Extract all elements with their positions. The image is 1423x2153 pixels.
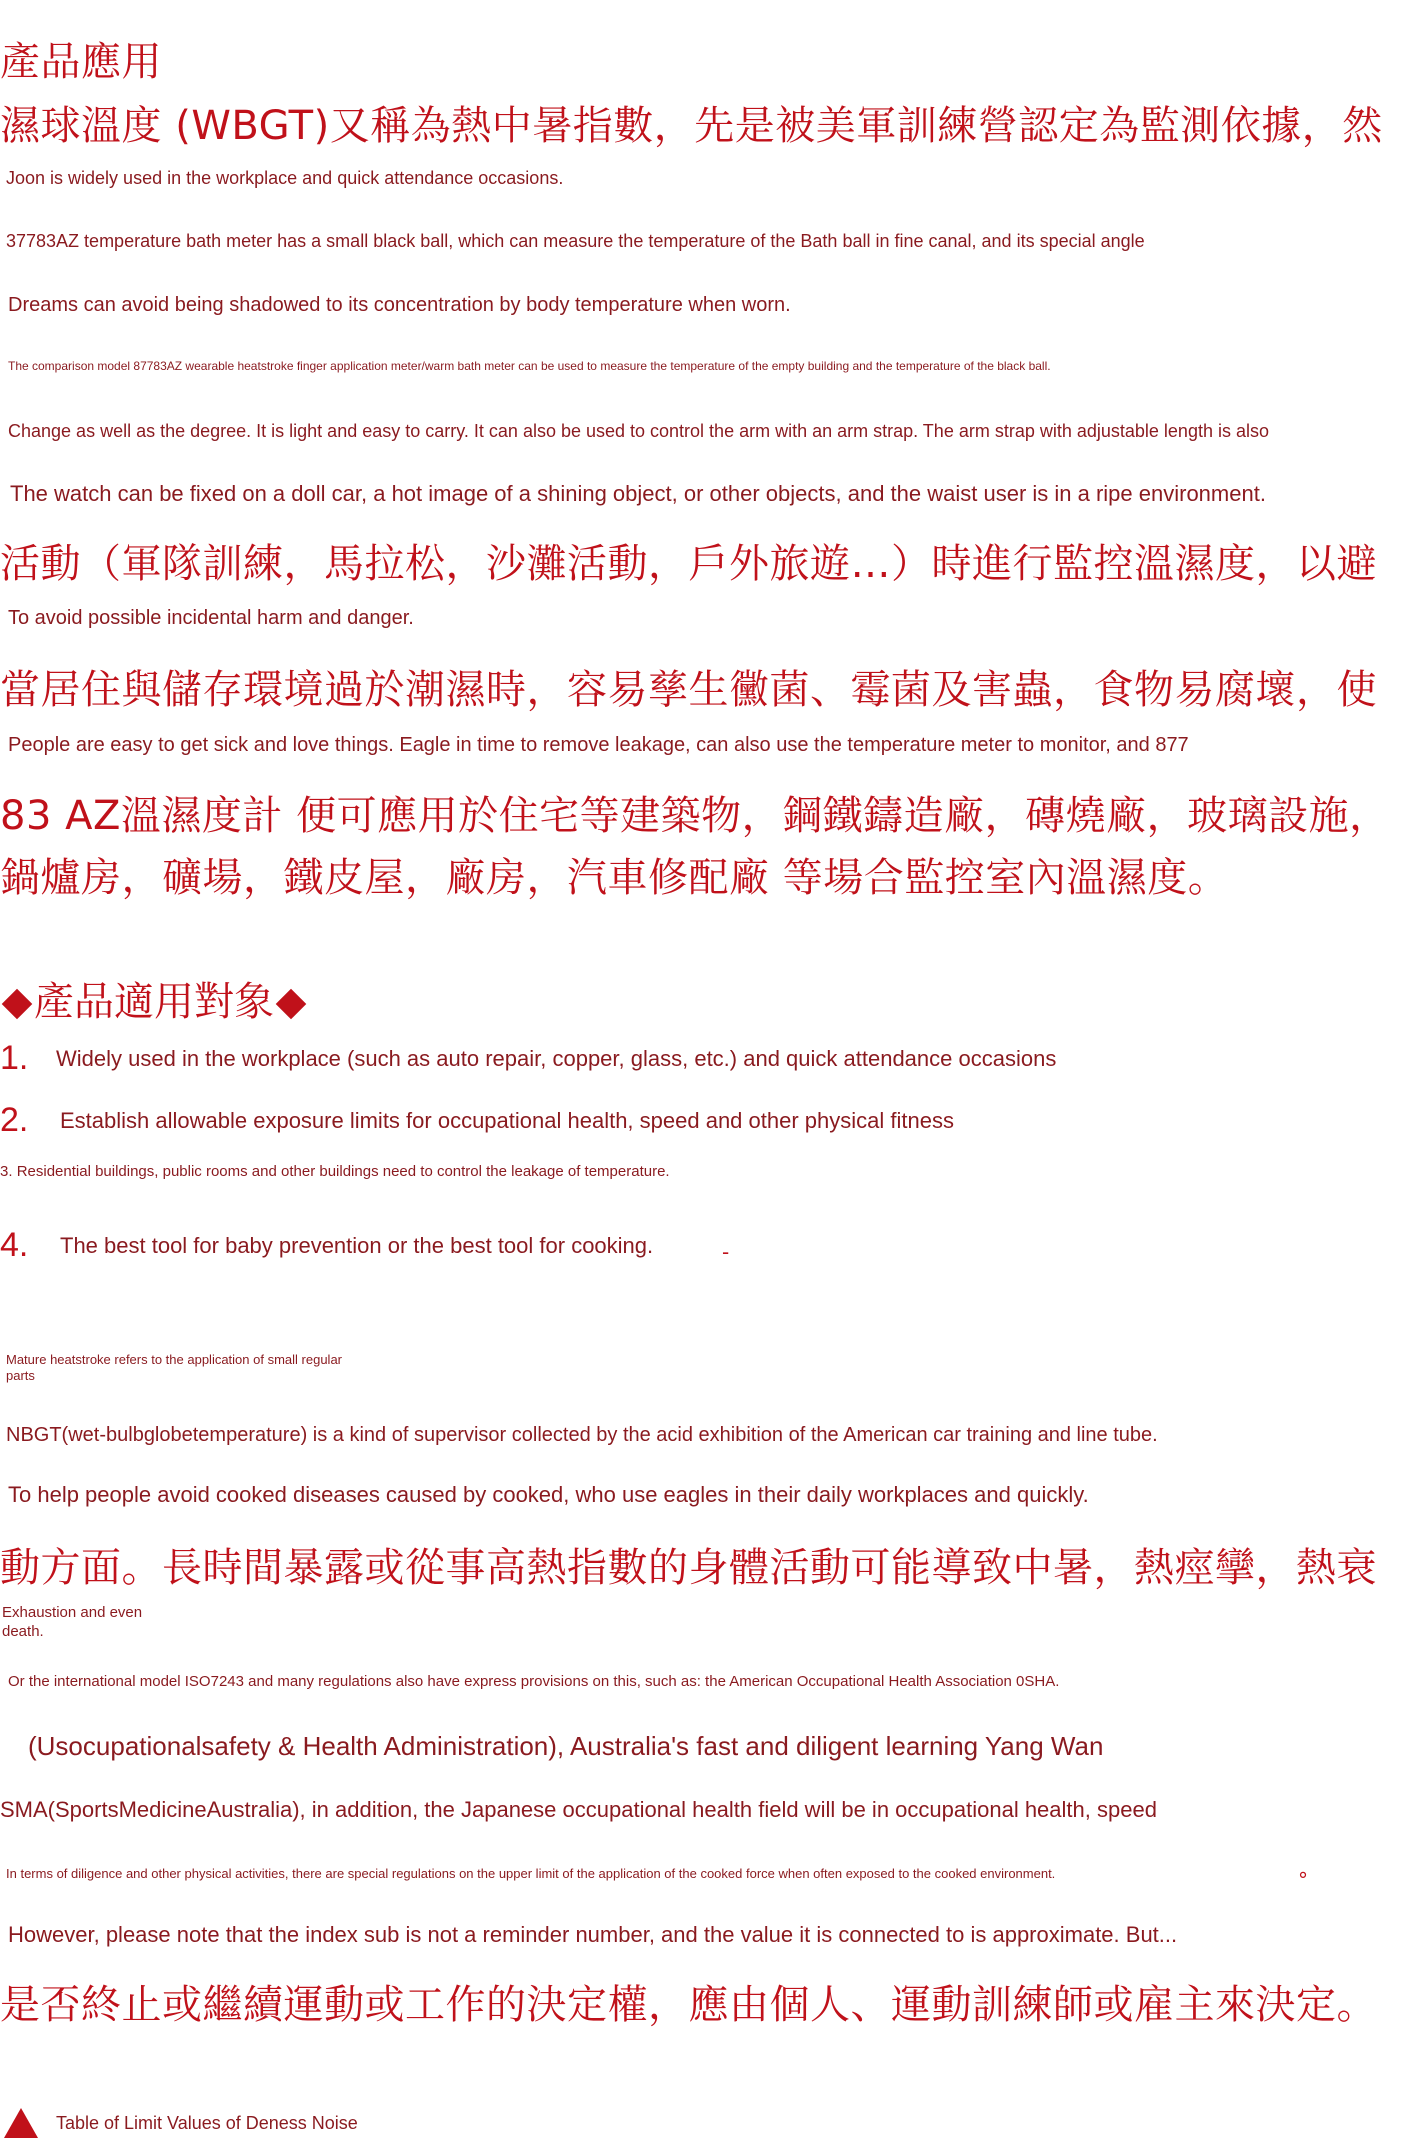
paragraph-line: 83 AZ溫濕度計 便可應用於住宅等建築物，鋼鐵鑄造廠，磚燒廠，玻璃設施， — [0, 793, 1390, 839]
paragraph-line: 當居住與儲存環境過於潮濕時，容易孳生黴菌、霉菌及害蟲，食物易腐壞，使 — [0, 667, 1377, 713]
paragraph-line: Dreams can avoid being shadowed to its concentration by body temperature when worn. — [8, 294, 791, 316]
paragraph-line: In terms of diligence and other physical activities, there are special regulations on the upper limit of the application of the cooked force when often exposed to the cooked environment. — [6, 1866, 1056, 1881]
paragraph-line: 濕球溫度 (WBGT)又稱為熱中暑指數，先是被美軍訓練營認定為監測依據，然 — [0, 103, 1383, 149]
list-item: Widely used in the workplace (such as auto repair, copper, glass, etc.) and quick attendance occasions — [56, 1046, 1057, 1071]
diamond-icon — [2, 989, 33, 1020]
paragraph-line: Joon is widely used in the workplace and quick attendance occasions. — [6, 168, 564, 188]
footer-label: Table of Limit Values of Deness Noise — [56, 2113, 358, 2133]
section-heading — [0, 970, 308, 1027]
paragraph-line: SMA(SportsMedicineAustralia), in addition, the Japanese occupational health field will be in occupational health, speed — [0, 1797, 1157, 1822]
paragraph-line: To help people avoid cooked diseases caused by cooked, who use eagles in their daily workplaces and quickly. — [8, 1482, 1089, 1507]
paragraph-line: The comparison model 87783AZ wearable heatstroke finger application meter/warm bath meter can be used to measure the temperature of the empty building and the temperature of the black ball. — [8, 359, 1051, 373]
paragraph-line: NBGT(wet-bulbglobetemperature) is a kind of supervisor collected by the acid exhibition of the American car training and line tube. — [6, 1424, 1158, 1446]
list-item-number: 1. — [0, 1039, 29, 1077]
triangle-icon — [4, 2108, 38, 2138]
paragraph-line: Change as well as the degree. It is light and easy to carry. It can also be used to control the arm with an arm strap. The arm strap with adjustable length is also — [8, 421, 1269, 441]
paragraph-line: 鍋爐房，礦場，鐵皮屋，廠房，汽車修配廠 等場合監控室內溫濕度。 — [0, 855, 1229, 901]
section-heading-text: 產品適用對象 — [34, 979, 274, 1025]
paragraph-line: Exhaustion and even death. — [2, 1604, 143, 1640]
list-item: Establish allowable exposure limits for occupational health, speed and other physical fitness — [60, 1108, 954, 1133]
paragraph-line: 活動（軍隊訓練，馬拉松，沙灘活動，戶外旅遊…）時進行監控溫濕度，以避 — [0, 541, 1377, 587]
text-mark: - — [722, 1240, 730, 1264]
text-mark: ° — [1298, 1868, 1308, 1892]
paragraph-line: However, please note that the index sub is not a reminder number, and the value it is connected to is approximate. But... — [8, 1922, 1178, 1947]
list-item-number: 4. — [0, 1226, 29, 1264]
paragraph-line: People are easy to get sick and love things. Eagle in time to remove leakage, can also use the temperature meter to monitor, and 877 — [8, 734, 1189, 756]
page-title: 產品應用 — [0, 39, 162, 85]
paragraph-line: 動方面。長時間暴露或從事高熱指數的身體活動可能導致中暑，熱痙攣，熱衰 — [0, 1545, 1377, 1591]
diamond-icon — [276, 989, 307, 1020]
list-item: The best tool for baby prevention or the best tool for cooking. — [60, 1233, 654, 1258]
paragraph-line: 37783AZ temperature bath meter has a small black ball, which can measure the temperature of the Bath ball in fine canal, and its special angle — [6, 231, 1145, 251]
paragraph-line: Or the international model ISO7243 and many regulations also have express provisions on this, such as: the American Occupational Health Association 0SHA. — [8, 1673, 1060, 1690]
paragraph-line: 是否終止或繼續運動或工作的決定權，應由個人、運動訓練師或雇主來決定。 — [0, 1982, 1377, 2028]
list-item-text: Residential buildings, public rooms and other buildings need to control the leakage of temperature. — [16, 1163, 670, 1180]
list-item-number: 2. — [0, 1101, 29, 1139]
paragraph-line: (Usocupationalsafety & Health Administration), Australia's fast and diligent learning Yang Wan — [28, 1731, 1104, 1761]
paragraph-line: To avoid possible incidental harm and danger. — [8, 607, 414, 629]
paragraph-line: The watch can be fixed on a doll car, a hot image of a shining object, or other objects, and the waist user is in a ripe environment. — [10, 481, 1266, 506]
list-item — [0, 1163, 700, 1182]
paragraph-line: Mature heatstroke refers to the application of small regular parts — [6, 1352, 343, 1384]
list-item-number: 3. — [0, 1163, 13, 1180]
